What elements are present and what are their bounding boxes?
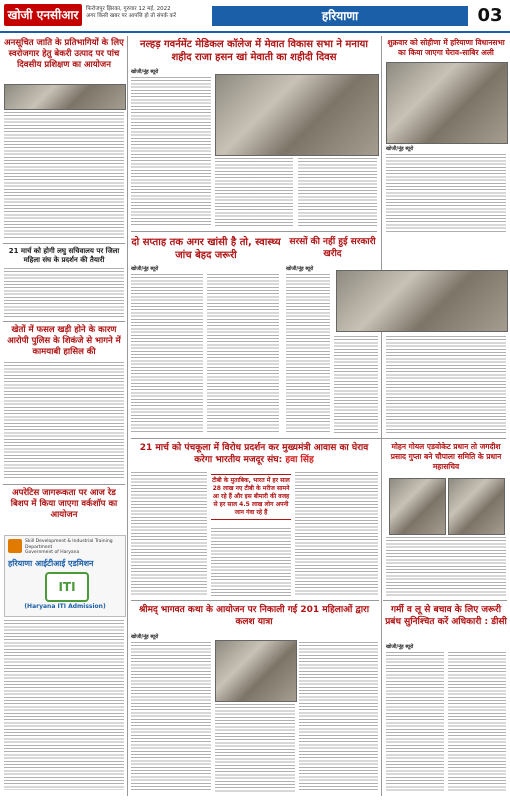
ad-government: Government of Haryana bbox=[25, 550, 80, 555]
masthead-rule bbox=[0, 31, 510, 33]
date-line: फिरोजपुर झिरका, गुरुवार 12 मई, 2022 bbox=[86, 6, 171, 12]
story-6-headline: दो सप्ताह तक अगर खांसी है तो, स्वास्थ्य जांच बेहद जरूरी bbox=[131, 237, 281, 261]
story-separator bbox=[3, 484, 125, 485]
story-11-body-col2 bbox=[215, 704, 295, 792]
story-10-headline: अपरेटिस जागरूकता पर आज रेड बिशप में किया जाएगा वर्कशॉप का आयोजन bbox=[10, 488, 118, 520]
skill-logo-icon bbox=[8, 539, 22, 553]
iti-admission-ad bbox=[4, 535, 126, 617]
story-separator bbox=[131, 438, 506, 439]
story-2-photo bbox=[215, 74, 379, 156]
story-8-name: हवा सिंह bbox=[285, 455, 314, 465]
story-9-photo-2 bbox=[448, 478, 505, 535]
story-5-body bbox=[4, 362, 124, 480]
story-1-body bbox=[4, 112, 124, 240]
ad-title: हरियाणा आईटीआई एडमिशन bbox=[8, 559, 94, 568]
ad-caption: (Haryana ITI Admission) bbox=[24, 603, 106, 610]
story-8-headline: 21 मार्च को पंचकूला में विरोध प्रदर्शन कर मुख्यमंत्री आवास का घेराव करेगा भारतीय मजदूर संघ: हवा सिंह bbox=[139, 443, 369, 465]
story-11-body-col3 bbox=[299, 642, 378, 792]
story-8-body bbox=[131, 472, 207, 596]
ad-department: Skill Development & Industrial Training Department bbox=[25, 539, 113, 550]
story-2-body bbox=[131, 77, 211, 227]
story-5-headline: खेतों में फसल खड़ी होने के कारण आरोपी पुलिस के शिकंजे से भागने में कामयाबी हासिल की bbox=[7, 325, 121, 357]
column-divider bbox=[127, 36, 128, 796]
page-number: 03 bbox=[474, 4, 506, 28]
story-2-headline: नल्हड़ गवर्नमेंट मेडिकल कॉलेज में मेवात विकास सभा ने मनाया शहीद राजा हसन खां मेवाती का शहीदी दिवस bbox=[140, 39, 368, 63]
story-4-body bbox=[4, 268, 124, 318]
story-7-byline: खोजी/नूंह ब्यूरो bbox=[286, 266, 314, 272]
story-12-body-col2 bbox=[448, 652, 506, 792]
masthead-meta bbox=[86, 6, 206, 20]
story-3-byline: खोजी/नूंह ब्यूरो bbox=[386, 146, 414, 152]
pull-quote: टीबी के मुताबिक, भारत में हर साल 28 लाख नए टीबी के मरीज सामने आ रहे हैं और इस बीमारी की वजह से हर साल 4.5 लाख लोग अपनी जान गंवा रहे हैं bbox=[211, 474, 291, 520]
contact-line: अगर किसी खबर पर आपत्ति हो तो संपर्क करें bbox=[86, 13, 177, 19]
story-1-photo bbox=[4, 84, 126, 110]
story-separator bbox=[131, 231, 377, 232]
masthead bbox=[0, 0, 510, 34]
story-separator bbox=[131, 600, 379, 601]
story-separator bbox=[3, 321, 125, 322]
story-7-body-col3 bbox=[386, 336, 506, 434]
iti-logo: ITI bbox=[45, 572, 89, 602]
story-separator bbox=[383, 600, 507, 601]
story-7-headline: सरसों की नहीं हुई सरकारी खरीद bbox=[289, 237, 376, 259]
story-8-body-col2 bbox=[211, 528, 291, 596]
story-9-headline: मोहन गोयल एडवोकेट प्रधान तो जगदीश प्रसाद गुप्ता बने चौपाला समिति के प्रधान महासचिव bbox=[390, 442, 502, 471]
story-11-body bbox=[131, 642, 211, 792]
story-2-body-col3 bbox=[298, 158, 377, 228]
story-11-photo bbox=[215, 640, 297, 702]
story-7-body bbox=[286, 274, 330, 434]
story-3-photo bbox=[386, 62, 508, 144]
story-11-byline: खोजी/नूंह ब्यूरो bbox=[131, 634, 159, 640]
story-12-body bbox=[386, 652, 444, 792]
story-separator bbox=[3, 243, 125, 244]
story-2-byline: खोजी/नूंह ब्यूरो bbox=[131, 69, 159, 75]
story-10-body bbox=[4, 620, 124, 790]
section-title: हरियाणा bbox=[212, 6, 468, 26]
column-divider bbox=[381, 36, 382, 796]
story-11-headline: श्रीमद् भागवत कथा के आयोजन पर निकाली गई 201 महिलाओं द्वारा कलश यात्रा bbox=[138, 605, 370, 627]
story-3-body bbox=[386, 154, 506, 232]
story-12-byline: खोजी/नूंह ब्यूरो bbox=[386, 644, 414, 650]
story-9-body bbox=[386, 537, 506, 597]
story-6-byline: खोजी/नूंह ब्यूरो bbox=[131, 266, 159, 272]
story-3-headline: शुक्रवार को सोहीणा में हरियाणा विधानसभा का किया जाएगा घेराव-साबिर अली bbox=[387, 38, 505, 57]
story-9-photo-1 bbox=[389, 478, 446, 535]
story-12-headline: गर्मी व लू से बचाव के लिए जरूरी प्रबंध सुनिश्चित करें अधिकारी : डीसी bbox=[385, 605, 507, 627]
story-6-body-col2 bbox=[207, 274, 279, 434]
story-2-body-col2 bbox=[215, 158, 293, 228]
story-7-photo bbox=[336, 270, 508, 332]
story-8-body-col3 bbox=[295, 472, 378, 596]
story-6-body bbox=[131, 274, 203, 434]
story-7-body-col2 bbox=[334, 336, 378, 434]
newspaper-logo: खोजी एनसीआर bbox=[4, 4, 82, 26]
story-4-headline: 21 मार्च को होगी लघु सचिवालय पर जिला महिला संघ के प्रदर्शन की तैयारी bbox=[8, 247, 120, 264]
story-1-headline: अनसूचित जाति के प्रतिभागियों के लिए स्वरोजगार हेतु बेकरी उत्पाद पर पांच दिवसीय प्रशिक्षण का आयोजन bbox=[4, 38, 124, 70]
